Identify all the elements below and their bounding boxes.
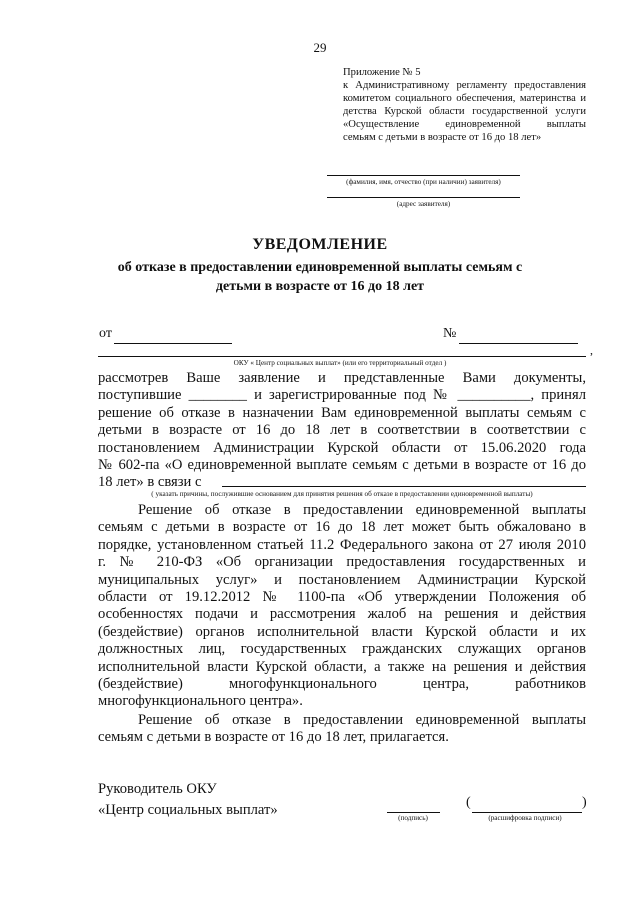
- paragraph-decision: [98, 370, 586, 492]
- body-line: решение об отказе в назначении Вам единовременной выплаты семьям с: [98, 404, 586, 421]
- organization-line: [98, 356, 586, 357]
- number-label: №: [443, 326, 457, 341]
- page-number: 29: [313, 40, 327, 55]
- signatory-line: «Центр социальных выплат»: [98, 802, 278, 818]
- body-line: особенностях подачи и рассмотрения жалоб на решения и действия: [98, 606, 586, 623]
- number-field-line: [459, 343, 578, 344]
- reason-caption: ( указать причины, послужившие основанием для принятия решения об отказе в предоставлении единовременной выплаты): [151, 490, 533, 498]
- appendix-line: «Осуществление единовременной выплаты: [343, 119, 586, 130]
- applicant-address-line: [327, 197, 520, 198]
- organization-comma: ,: [590, 343, 593, 357]
- body-line: № 602-па «О единовременной выплате семьям с детьми в возрасте от 16 до: [98, 457, 586, 474]
- appendix-title: Приложение № 5: [343, 67, 421, 78]
- body-line: порядке, установленном статьей 11.2 Федерального закона от 27 июля 2010: [98, 536, 586, 553]
- body-line: рассмотрев Ваше заявление и представленные Вами документы,: [98, 370, 586, 386]
- applicant-name-line: [327, 175, 520, 176]
- body-line: (бездействие) многофункционального центра, работников: [98, 676, 586, 693]
- body-line: муниципальных услуг» и постановлением Администрации Курской: [98, 571, 586, 588]
- signature-line: [387, 812, 440, 813]
- body-line: Решение об отказе в предоставлении единовременной выплаты: [138, 502, 586, 518]
- date-field-line: [114, 343, 232, 344]
- body-line: детьми в возрасте от 16 до 18 лет в соответствии в соответствии с: [98, 422, 586, 439]
- paragraph-appeal: [98, 502, 586, 711]
- appendix-note: [343, 66, 586, 144]
- appendix-line: комитетом социального обеспечения, материнства и: [343, 93, 586, 104]
- appendix-line: к Административному регламенту предоставления: [343, 80, 586, 91]
- body-line: 18 лет» в связи с: [98, 474, 202, 491]
- decode-close-paren: ): [582, 795, 587, 810]
- body-line: области от 19.12.2012 № 1100-па «Об утверждении Положения об: [98, 589, 586, 606]
- paragraph-attachment: [98, 712, 586, 747]
- decode-caption: (расшифровка подписи): [488, 814, 562, 822]
- document-subtitle: об отказе в предоставлении единовременной выплаты семьям с детьми в возрасте от 16 до 18 лет: [117, 260, 523, 294]
- body-line: должностных лиц, государственных гражданских служащих органов: [98, 641, 586, 658]
- document-title: УВЕДОМЛЕНИЕ: [252, 236, 388, 253]
- decode-open-paren: (: [466, 795, 471, 810]
- body-line: (бездействие) органов исполнительной власти Курской области и их: [98, 623, 586, 640]
- body-line: постановлением Администрации Курской области от 15.06.2020 года: [98, 439, 586, 456]
- appendix-line: семьям с детьми в возрасте от 16 до 18 лет»: [343, 132, 542, 143]
- signatory-line: Руководитель ОКУ: [98, 781, 217, 797]
- body-line: исполнительной власти Курской области, а также на решения и действия: [98, 658, 586, 675]
- reason-line: [222, 486, 586, 487]
- signature-caption: (подпись): [398, 814, 428, 822]
- organization-caption: ОКУ « Центр социальных выплат» (или его территориальный отдел ): [233, 359, 447, 367]
- appendix-line: детства Курской области государственной услуги: [343, 106, 586, 117]
- from-label: от: [99, 326, 112, 341]
- body-line: Решение об отказе в предоставлении единовременной выплаты: [138, 712, 586, 728]
- body-line: семьям с детьми в возрасте от 16 до 18 лет, прилагается.: [98, 729, 449, 746]
- body-line: многофункционального центра».: [98, 693, 303, 710]
- signatory-position: [98, 779, 278, 821]
- body-line: г. № 210-ФЗ «Об организации предоставления государственных и: [98, 554, 586, 571]
- body-line: поступившие ________ и зарегистрированные под № __________, принял: [98, 387, 586, 404]
- decode-line: [472, 812, 582, 813]
- applicant-address-caption: (адрес заявителя): [396, 200, 451, 208]
- applicant-name-caption: (фамилия, имя, отчество (при наличии) заявителя): [346, 178, 501, 186]
- body-line: семьям с детьми в возрасте от 16 до 18 лет может быть обжаловано в: [98, 519, 586, 536]
